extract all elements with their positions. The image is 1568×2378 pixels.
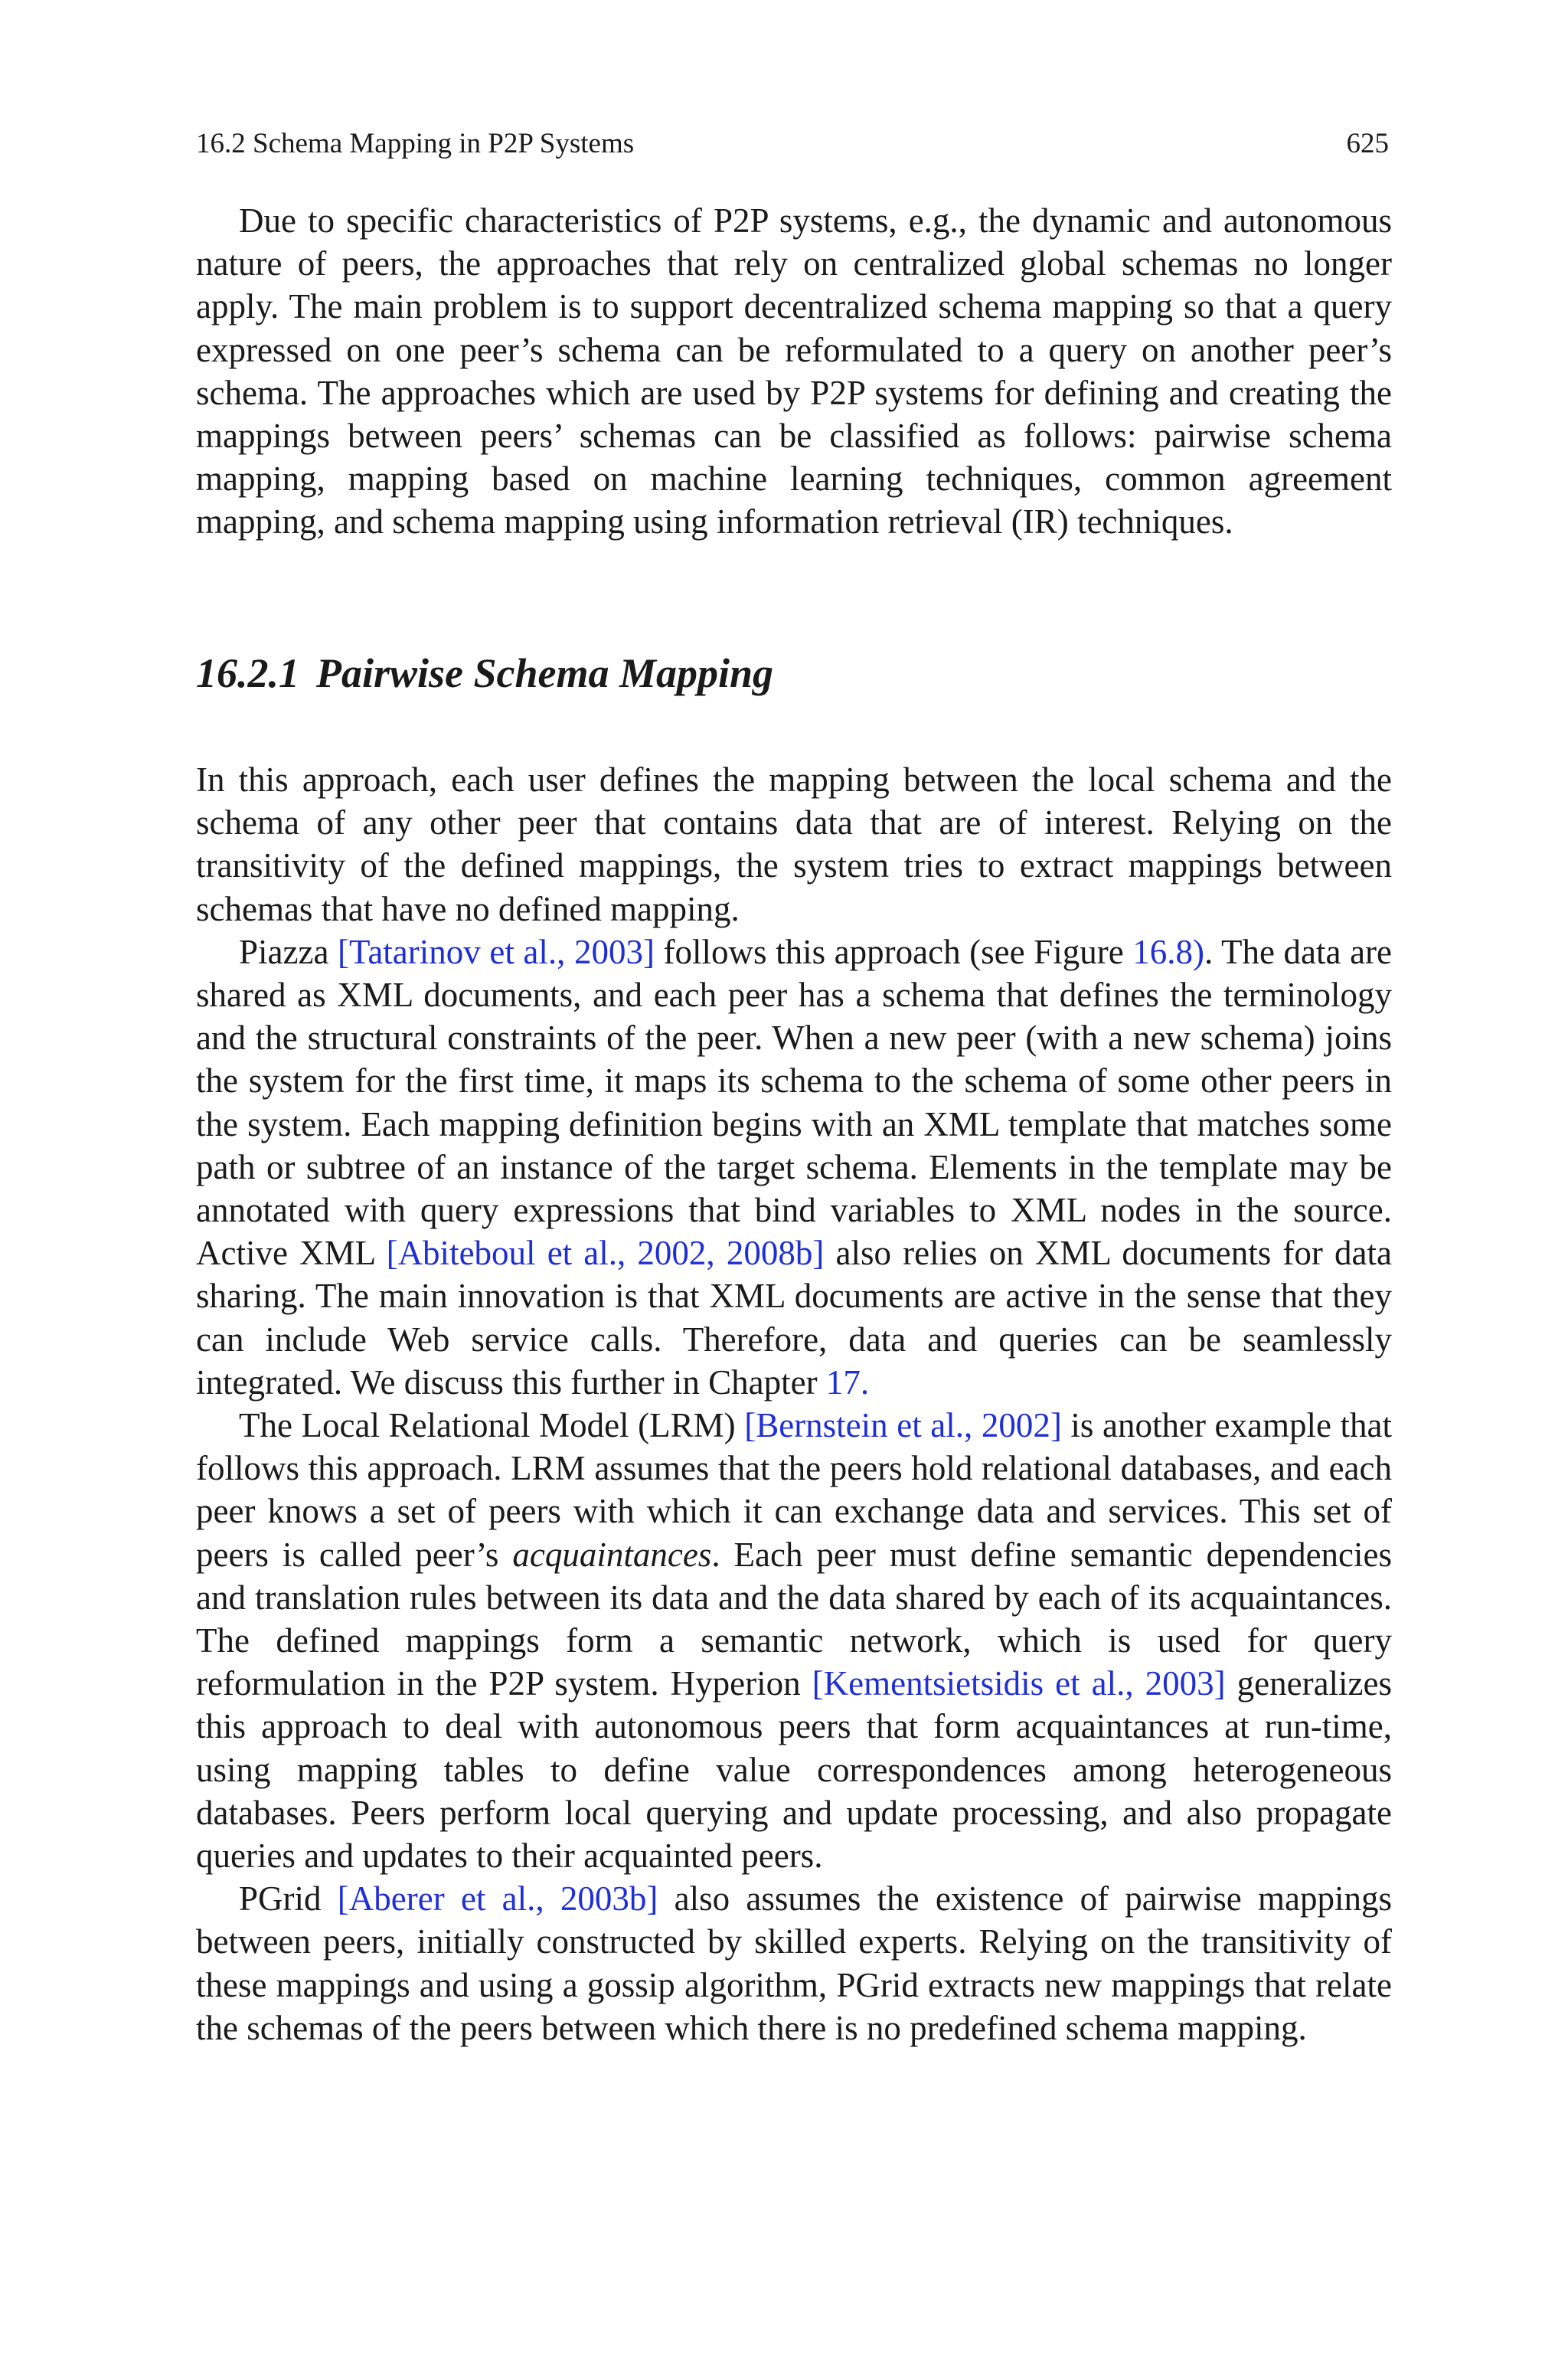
section-heading (196, 648, 773, 698)
citation-bernstein-2002[interactable]: [Bernstein et al., 2002] (744, 1406, 1062, 1445)
running-head (196, 127, 1389, 161)
section-body (196, 758, 1392, 2049)
citation-abiteboul-2002-2008b[interactable]: [Abiteboul et al., 2002, 2008b] (386, 1234, 825, 1273)
running-head-section: 16.2 Schema Mapping in P2P Systems (196, 128, 635, 159)
intro-paragraph: Due to specific characteristics of P2P systems, e.g., the dynamic and autonomous nature of peers, the approaches that rely on centralized global schemas no longer apply. The main problem is to support decentralized schema mapping so that a query expressed on one peer’s schema can be reformulated to a query on another peer’s schema. The approaches which are used by P2P systems for defining and creating the mappings between peers’ schemas can be classified as follows: pairwise schema mapping, mapping based on machine learning techniques, common agreement mapping, and schema mapping using information retrieval (IR) techniques. (196, 201, 1392, 541)
text-run: PGrid (239, 1879, 338, 1918)
text-run: generalizes this approach to deal with autonomous peers that form acquaintances at run-time, using mapping tables to define value correspondences among heterogeneous databases. Peers perform local querying and update processing, and also propagate queries and updates to their acquainted peers. (196, 1664, 1393, 1876)
text-run: also relies on XML documents for data sharing. The main innovation is that XML documents are active in the sense that they can include Web service calls. Therefore, data and queries can be seamlessly integrated. We discuss this further in Chapter (196, 1234, 1393, 1402)
text-run: . Each peer must define semantic dependencies and translation rules between its data and the data shared by each of its acquaintances. The defined mappings form a semantic network, which is used for query reformulation in the P2P system. Hyperion (196, 1535, 1393, 1703)
text-run: follows this approach (see Figure (654, 932, 1133, 971)
paragraph-pgrid (196, 1877, 1392, 2049)
section-title: Pairwise Schema Mapping (316, 650, 774, 696)
paragraph-approach: In this approach, each user defines the mapping between the local schema and the schema of any other peer that contains data that are of interest. Relying on the transitivity of the defined mappings, the system tries to extract mappings between schemas that have no defined mapping. (196, 761, 1392, 928)
section-number: 16.2.1 (196, 650, 299, 696)
figure-ref-16-8[interactable]: 16.8) (1132, 932, 1204, 971)
text-run: Piazza (239, 932, 338, 971)
chapter-ref-17[interactable]: 17. (825, 1362, 870, 1402)
text-run: also assumes the existence of pairwise mappings between peers, initially constructed by skilled experts. Relying on the transitivity of these mappings and using a gossip algorithm, PGrid extracts new mappings that relate the schemas of the peers between which there is no predefined schema mapping. (196, 1879, 1393, 2047)
citation-kementsietsidis-2003[interactable]: [Kementsietsidis et al., 2003] (812, 1664, 1226, 1703)
page-number: 625 (1346, 128, 1389, 159)
citation-aberer-2003b[interactable]: [Aberer et al., 2003b] (337, 1879, 658, 1918)
text-run: . The data are shared as XML documents, and each peer has a schema that defines the terminology and the structural constraints of the peer. When a new peer (with a new schema) joins the system for the first time, it maps its schema to the schema of some other peers in the system. Each mapping definition begins with an XML template that matches some path or subtree of an instance of the target schema. Elements in the template may be annotated with query expressions that bind variables to XML nodes in the source. Active XML (196, 932, 1393, 1273)
citation-tatarinov-2003[interactable]: [Tatarinov et al., 2003] (338, 932, 655, 971)
paragraph-lrm (196, 1404, 1392, 1877)
intro-text (196, 199, 1392, 544)
emphasis-acquaintances: acquaintances (512, 1535, 712, 1574)
text-run: The Local Relational Model (LRM) (239, 1406, 745, 1445)
paragraph-piazza (196, 931, 1392, 1404)
text-run: is another example that follows this approach. LRM assumes that the peers hold relational databases, and each peer knows a set of peers with which it can exchange data and services. This set of peers is called peer’s (196, 1406, 1392, 1574)
